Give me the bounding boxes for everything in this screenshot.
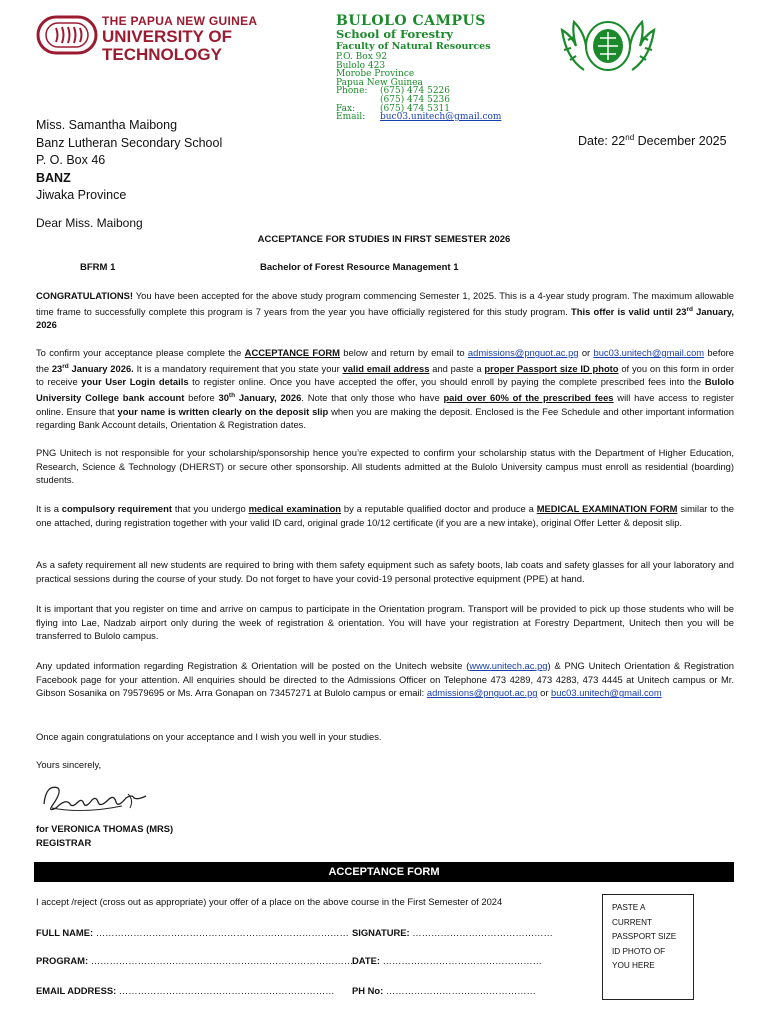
admissions-email-link[interactable]: admissions@pnguot.ac.pg xyxy=(426,687,538,699)
recipient-town: BANZ xyxy=(36,170,71,185)
program-field[interactable]: PROGRAM: ………………………………………………………………………… xyxy=(36,955,354,966)
email-address-field[interactable]: EMAIL ADDRESS: …………………………………………………………… xyxy=(36,985,335,996)
recipient-province: Jiwaka Province xyxy=(36,188,127,202)
recipient-box: P. O. Box 46 xyxy=(36,153,106,167)
letter-subject: ACCEPTANCE FOR STUDIES IN FIRST SEMESTER 2026 xyxy=(257,234,511,245)
signatory-name: for VERONICA THOMAS (MRS) xyxy=(36,823,174,834)
email-label: Email: xyxy=(336,112,366,123)
phone-label: Phone: xyxy=(336,86,368,97)
signatory xyxy=(36,822,173,850)
address-line: Morobe Province xyxy=(336,69,415,80)
signature-field[interactable]: SIGNATURE: ……………………………………… xyxy=(352,927,553,938)
university-line-1: THE PAPUA NEW GUINEA xyxy=(102,14,258,28)
email-line xyxy=(336,113,501,122)
address-line: P.O. Box 92 xyxy=(336,52,388,62)
campus-email-link[interactable]: buc03.unitech@gmail.com xyxy=(593,347,705,358)
acceptance-form-title: ACCEPTANCE FORM xyxy=(34,862,734,882)
phone-1: (675) 474 5226 xyxy=(380,86,451,97)
address-line: Bulolo 423 xyxy=(336,60,386,71)
date-field[interactable]: DATE: …………………………………………… xyxy=(352,955,542,966)
program-name: Bachelor of Forest Resource Management 1 xyxy=(260,262,459,273)
recipient-address xyxy=(36,117,222,205)
university-name xyxy=(102,15,257,63)
signatory-title: REGISTRAR xyxy=(36,837,92,848)
phone-field[interactable]: PH No: ………………………………………… xyxy=(352,985,536,996)
recipient-school: Banz Lutheran Secondary School xyxy=(36,135,223,150)
campus-email-link[interactable]: buc03.unitech@gmail.com xyxy=(551,687,662,699)
recipient-name: Miss. Samantha Maibong xyxy=(36,118,178,132)
paragraph-safety: As a safety requirement all new students are required to bring with them safety equipment such as safety boots, lab coats and safety glasses for all your laboratory and practical sessions during the course of your study. Do not forget to have your covid-19 personal protective equipment (PPE) at hand. xyxy=(36,559,734,584)
paragraph-congratulations: CONGRATULATIONS! You have been accepted for the above study program commencing Semester 1, 2025. This is a 4-year study program. The maximum allowable time frame to successfully complete this program is 7 years from the year you have officially registered for this study program. This offer is valid until 23rd January, 2026 xyxy=(36,290,734,331)
fax-label: Fax: xyxy=(336,103,356,114)
unitech-logo-icon xyxy=(36,14,98,56)
forestry-seal-icon xyxy=(554,10,662,80)
faculty-name: Faculty of Natural Resources xyxy=(336,40,491,52)
paragraph-orientation: It is important that you register on time and arrive on campus to participate in the Orientation program. Transport will be provided to pick up those students who will be flying into Lae, Nadzab airport only during the week of registration & orientation. You will have your registration at Forestry Department, Unitech then you will be transferred to Bulolo campus. xyxy=(36,603,734,642)
acceptance-form-intro: I accept /reject (cross out as appropriate) your offer of a place on the above course in the First Semester of 2024 xyxy=(36,896,503,907)
campus-name: BULOLO CAMPUS xyxy=(336,13,486,29)
campus-letterhead xyxy=(336,14,501,122)
paragraph-medical: It is a compulsory requirement that you undergo medical examination by a reputable qualified doctor and produce a MEDICAL EXAMINATION FORM similar to the one attached, during registration together with your valid ID card, original grade 10/12 certificate (if you are a new intake), original Offer Letter & deposit slip. xyxy=(36,503,734,528)
school-name: School of Forestry xyxy=(336,27,454,41)
program-code: BFRM 1 xyxy=(80,262,116,273)
signature-icon xyxy=(38,778,168,818)
campus-email-link[interactable]: buc03.unitech@gmail.com xyxy=(380,112,502,123)
yours-sincerely: Yours sincerely, xyxy=(36,759,102,770)
phone-2: (675) 474 5236 xyxy=(380,94,451,105)
paragraph-closing-wish: Once again congratulations on your acceptance and I wish you well in your studies. xyxy=(36,731,382,742)
paragraph-confirm-acceptance: To confirm your acceptance please complete the ACCEPTANCE FORM below and return by email to admissions@pnguot.ac.pg or buc03.unitech@gmail.com before the 23rd January 2026. It is a mandatory requirement that you state your valid email address and paste a proper Passport size ID photo of you on this form in order to receive your User Login details to register online. Once you have accepted the offer, you should enroll by paying the complete prescribed fees into the Bulolo University College bank account before 30th January, 2026. Note that only those who have paid over 60% of the prescribed fees will have access to register online. Ensure that your name is written clearly on the deposit slip when you are making the deposit. Enclosed is the Fee Schedule and other important information regarding Bank Account details, Orientation & Registration dates. xyxy=(36,347,735,431)
unitech-website-link[interactable]: www.unitech.ac.pg xyxy=(469,660,548,671)
university-line-3: TECHNOLOGY xyxy=(102,45,222,64)
fax-number: (675) 474 5311 xyxy=(380,103,451,114)
passport-photo-instructions: PASTE A CURRENT PASSPORT SIZE ID PHOTO OF YOU HERE xyxy=(612,903,677,970)
campus-address xyxy=(336,53,501,122)
address-line: Papua New Guinea xyxy=(336,77,423,88)
paragraph-updates: Any updated information regarding Registration & Orientation will be posted on the Unitech website (www.unitech.ac.pg) & PNG Unitech Orientation & Registration Facebook page for your attention. All enquiries should be directed to the Admissions Officer on Telephone 473 4289, 473 4283, 473 4445 at Unitech campus or Mr. Gibson Sosanika on 79579695 or Ms. Arra Gonapan on 73457271 at Bulolo campus or email: admissions@pnguot.ac.pg or buc03.unitech@gmail.com xyxy=(36,660,734,699)
letter-date: Date: 22nd December 2025 xyxy=(578,133,727,149)
paragraph-scholarship: PNG Unitech is not responsible for your scholarship/sponsorship hence you’re expected to confirm your scholarship status with the Department of Higher Education, Research, Science & Technology (DHERST) or secure other sponsorship. All students admitted at the Bulolo University campus must enroll as residential (boarding) students. xyxy=(36,447,734,486)
full-name-field[interactable]: FULL NAME: ……………………………………………………………………… xyxy=(36,927,349,938)
admissions-email-link[interactable]: admissions@pnguot.ac.pg xyxy=(467,347,579,358)
university-line-2: UNIVERSITY OF xyxy=(102,27,233,46)
salutation: Dear Miss. Maibong xyxy=(36,216,143,230)
